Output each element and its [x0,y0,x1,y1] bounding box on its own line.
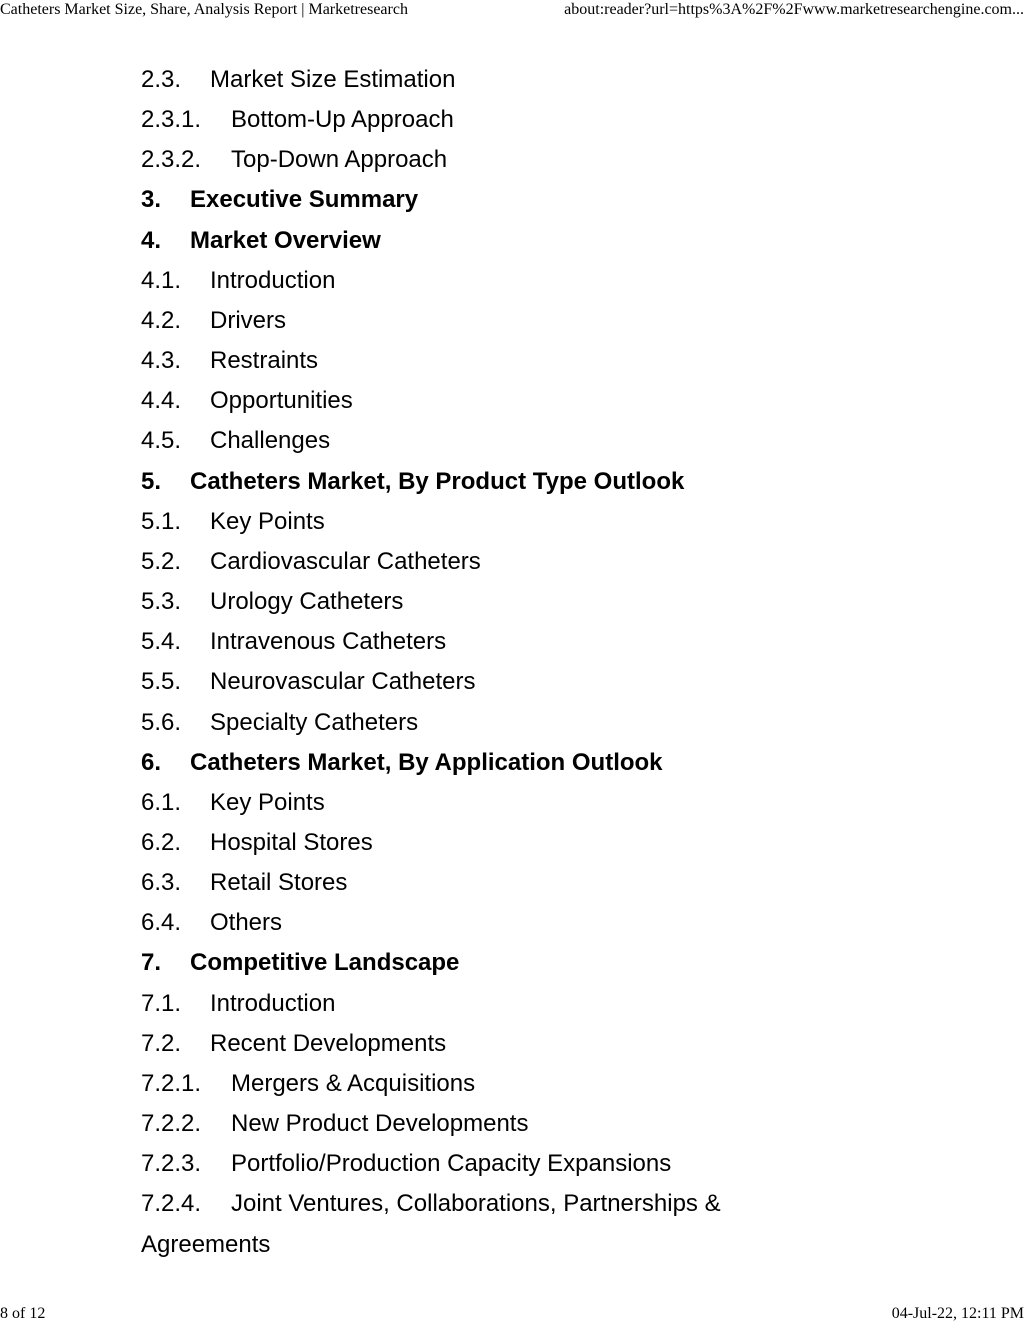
toc-number: 4.3. [141,347,182,375]
toc-item-5-3 [141,582,781,622]
page-counter: 8 of 12 [0,1305,46,1322]
toc-label: Portfolio/Production Capacity Expansions [231,1150,672,1178]
toc-item-5-4 [141,622,781,662]
toc-label: Opportunities [210,387,353,415]
toc-item-5-5 [141,662,781,702]
toc-number: 7.2.1. [141,1069,202,1097]
toc-label: Introduction [210,266,336,294]
toc-number: 5.5. [141,668,182,696]
page-title: Catheters Market Size, Share, Analysis Report | Marketresearch [0,1,408,18]
toc-number: 6.4. [141,909,182,937]
table-of-contents [141,60,781,1265]
toc-number: 4.2. [141,306,182,334]
toc-item-7-2-2 [141,1104,781,1144]
page-url: about:reader?url=https%3A%2F%2Fwww.marketresearchengine.com... [564,1,1024,18]
toc-number: 4.1. [141,266,182,294]
toc-label: Competitive Landscape [190,949,460,977]
toc-label: Key Points [210,788,325,816]
toc-label: Cardiovascular Catheters [210,547,481,575]
toc-number: 4.5. [141,427,182,455]
toc-section-4 [141,221,781,261]
toc-label: Key Points [210,507,325,535]
toc-item-4-2 [141,301,781,341]
toc-label: Executive Summary [190,186,419,214]
toc-label: New Product Developments [231,1110,529,1138]
toc-item-5-1 [141,502,781,542]
toc-number: 4. [141,226,162,254]
toc-item-5-6 [141,703,781,743]
toc-label: Catheters Market, By Application Outlook [190,748,663,776]
toc-label: Market Overview [190,226,381,254]
toc-label: Specialty Catheters [210,708,419,736]
toc-item-7-2-1 [141,1064,781,1104]
toc-label: Drivers [210,306,286,334]
toc-number: 7.2.2. [141,1110,202,1138]
toc-number: 6.1. [141,788,182,816]
toc-number: 7. [141,949,162,977]
toc-number: 2.3. [141,66,182,93]
print-timestamp: 04-Jul-22, 12:11 PM [891,1305,1024,1322]
toc-item-2-3-2 [141,140,781,180]
toc-label: Mergers & Acquisitions [231,1069,476,1097]
toc-label: Catheters Market, By Product Type Outlook [190,467,685,495]
toc-item-6-4 [141,903,781,943]
toc-number: 5.4. [141,628,182,656]
toc-number: 2.3.1. [141,106,202,134]
toc-item-4-5 [141,421,781,461]
toc-number: 7.2.4. [141,1190,202,1218]
toc-item-7-2-3 [141,1144,781,1184]
toc-item-6-3 [141,863,781,903]
toc-label: Top-Down Approach [231,146,448,174]
toc-number: 3. [141,186,162,214]
toc-section-7 [141,943,781,983]
toc-item-2-3-1 [141,100,781,140]
toc-number: 7.2. [141,1029,182,1057]
toc-item-7-2 [141,1024,781,1064]
toc-number: 6.3. [141,869,182,897]
toc-label: Restraints [210,347,319,375]
toc-number: 6.2. [141,828,182,856]
toc-item-7-1 [141,984,781,1024]
toc-number: 7.2.3. [141,1150,202,1178]
toc-item-6-1 [141,783,781,823]
toc-label: Retail Stores [210,869,348,897]
toc-section-5 [141,462,781,502]
toc-item-7-2-4 [141,1184,781,1264]
toc-label: Urology Catheters [210,588,404,616]
toc-section-3 [141,180,781,220]
toc-number: 5.3. [141,588,182,616]
toc-label: Others [210,909,283,937]
toc-number: 5.6. [141,708,182,736]
toc-label: Market Size Estimation [210,66,456,93]
toc-item-4-1 [141,261,781,301]
toc-item-4-3 [141,341,781,381]
toc-label: Intravenous Catheters [210,628,447,656]
toc-label: Bottom-Up Approach [231,106,454,134]
toc-section-6 [141,743,781,783]
toc-number: 7.1. [141,989,182,1017]
toc-label: Joint Ventures, Collaborations, Partnerships & Agreements [141,1190,721,1258]
toc-number: 6. [141,748,162,776]
toc-item-5-2 [141,542,781,582]
toc-label: Challenges [210,427,331,455]
toc-label: Hospital Stores [210,828,373,856]
toc-label: Neurovascular Catheters [210,668,476,696]
toc-number: 2.3.2. [141,146,202,174]
toc-label: Recent Developments [210,1029,447,1057]
toc-number: 5.2. [141,547,182,575]
toc-item-4-4 [141,381,781,421]
toc-number: 5. [141,467,162,495]
toc-number: 4.4. [141,387,182,415]
toc-label: Introduction [210,989,336,1017]
toc-item-6-2 [141,823,781,863]
toc-number: 5.1. [141,507,182,535]
toc-item-2-3 [141,60,781,100]
